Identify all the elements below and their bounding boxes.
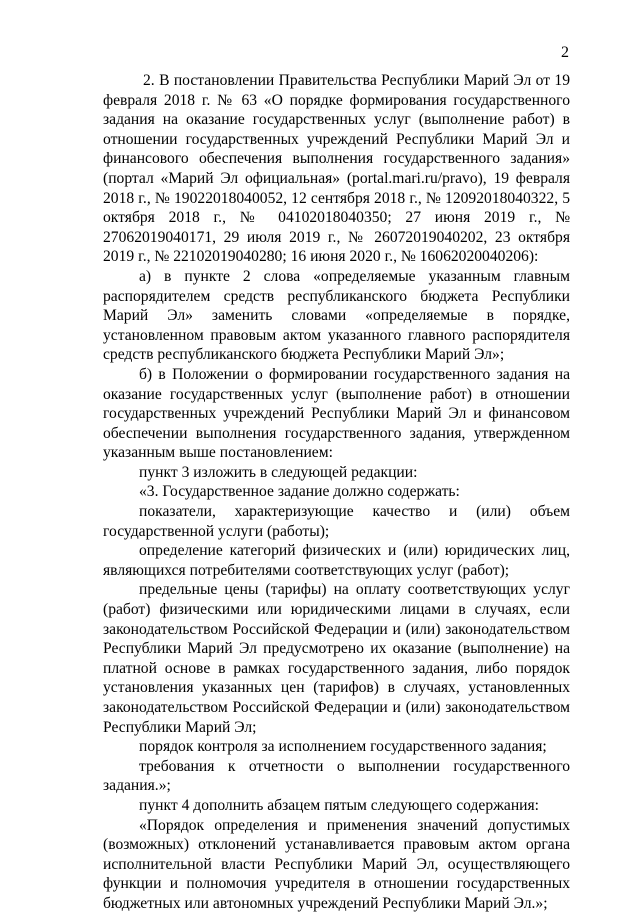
paragraph-deviation-procedure: «Порядок определения и применения значений допустимых (возможных) отклонений устанавливается правовым актом органа исполнительной власти Республики Марий Эл, осуществляющего функции и полномочия учредителя в отношении государственных бюджетных или автономных учреждений Республики Марий Эл.»; — [103, 816, 570, 912]
paragraph-reporting-requirements: требования к отчетности о выполнении государственного задания.»; — [103, 757, 570, 795]
document-body — [103, 71, 570, 914]
paragraph-indicators: показатели, характеризующие качество и (или) объем государственной услуги (работы); — [103, 503, 570, 540]
paragraph-item-4-intro: пункт 4 дополнить абзацем пятым следующего содержания: — [139, 796, 540, 814]
paragraph-subitem-a: а) в пункте 2 слова «определяемые указанным главным распорядителем средств республиканского бюджета Республики Марий Эл» заменить словами «определяемые в порядке, установленном правовым актом указанного главного распорядителя средств республиканского бюджета Республики Марий Эл»; — [103, 267, 570, 364]
paragraph-item-3-intro: пункт 3 изложить в следующей редакции: — [139, 463, 418, 481]
page-number: 2 — [561, 44, 569, 61]
paragraph-consumer-categories: определение категорий физических и (или) юридических лиц, являющихся потребителями соответствующих услуг (работ); — [103, 542, 570, 579]
paragraph-resolution-amendment: 2. В постановлении Правительства Республики Марий Эл от 19 февраля 2018 г. № 63 «О порядке формирования государственного задания на оказание государственных услуг (выполнение работ) в отношении государственных учреждений Республики Марий Эл и финансового обеспечения выполнения государственного задания» (портал «Марий Эл официальная» (portal.mari.ru/pravo), 19 февраля 2018 г., № 19022018040052, 12 сентября 2018 г., № 12092018040322, 5 октября 2018 г., № 04102018040350; 27 июня 2019 г., № 27062019040171, 29 июля 2019 г., № 26072019040202, 23 октября 2019 г., № 22102019040280; 16 июня 2020 г., № 16062020040206): — [103, 72, 570, 266]
paragraph-price-limits: предельные цены (тарифы) на оплату соответствующих услуг (работ) физическими или юридическими лицами в случаях, если законодательством Российской Федерации и (или) законодательством Республики Марий Эл предусмотрено их оказание (выполнение) на платной основе в рамках государственного задания, либо порядок установления указанных цен (тарифов) в случаях, установленных законодательством Российской Федерации и (или) законодательством Республики Марий Эл; — [103, 581, 570, 736]
paragraph-item-3-heading: «3. Государственное задание должно содержать: — [139, 483, 460, 501]
paragraph-subitem-b: б) в Положении о формировании государственного задания на оказание государственных услуг (выполнение работ) в отношении государственных учреждений Республики Марий Эл и финансовом обеспечении выполнения государственного задания, утвержденном указанным выше постановлением: — [103, 365, 570, 462]
paragraph-control-procedure: порядок контроля за исполнением государственного задания; — [139, 738, 547, 756]
